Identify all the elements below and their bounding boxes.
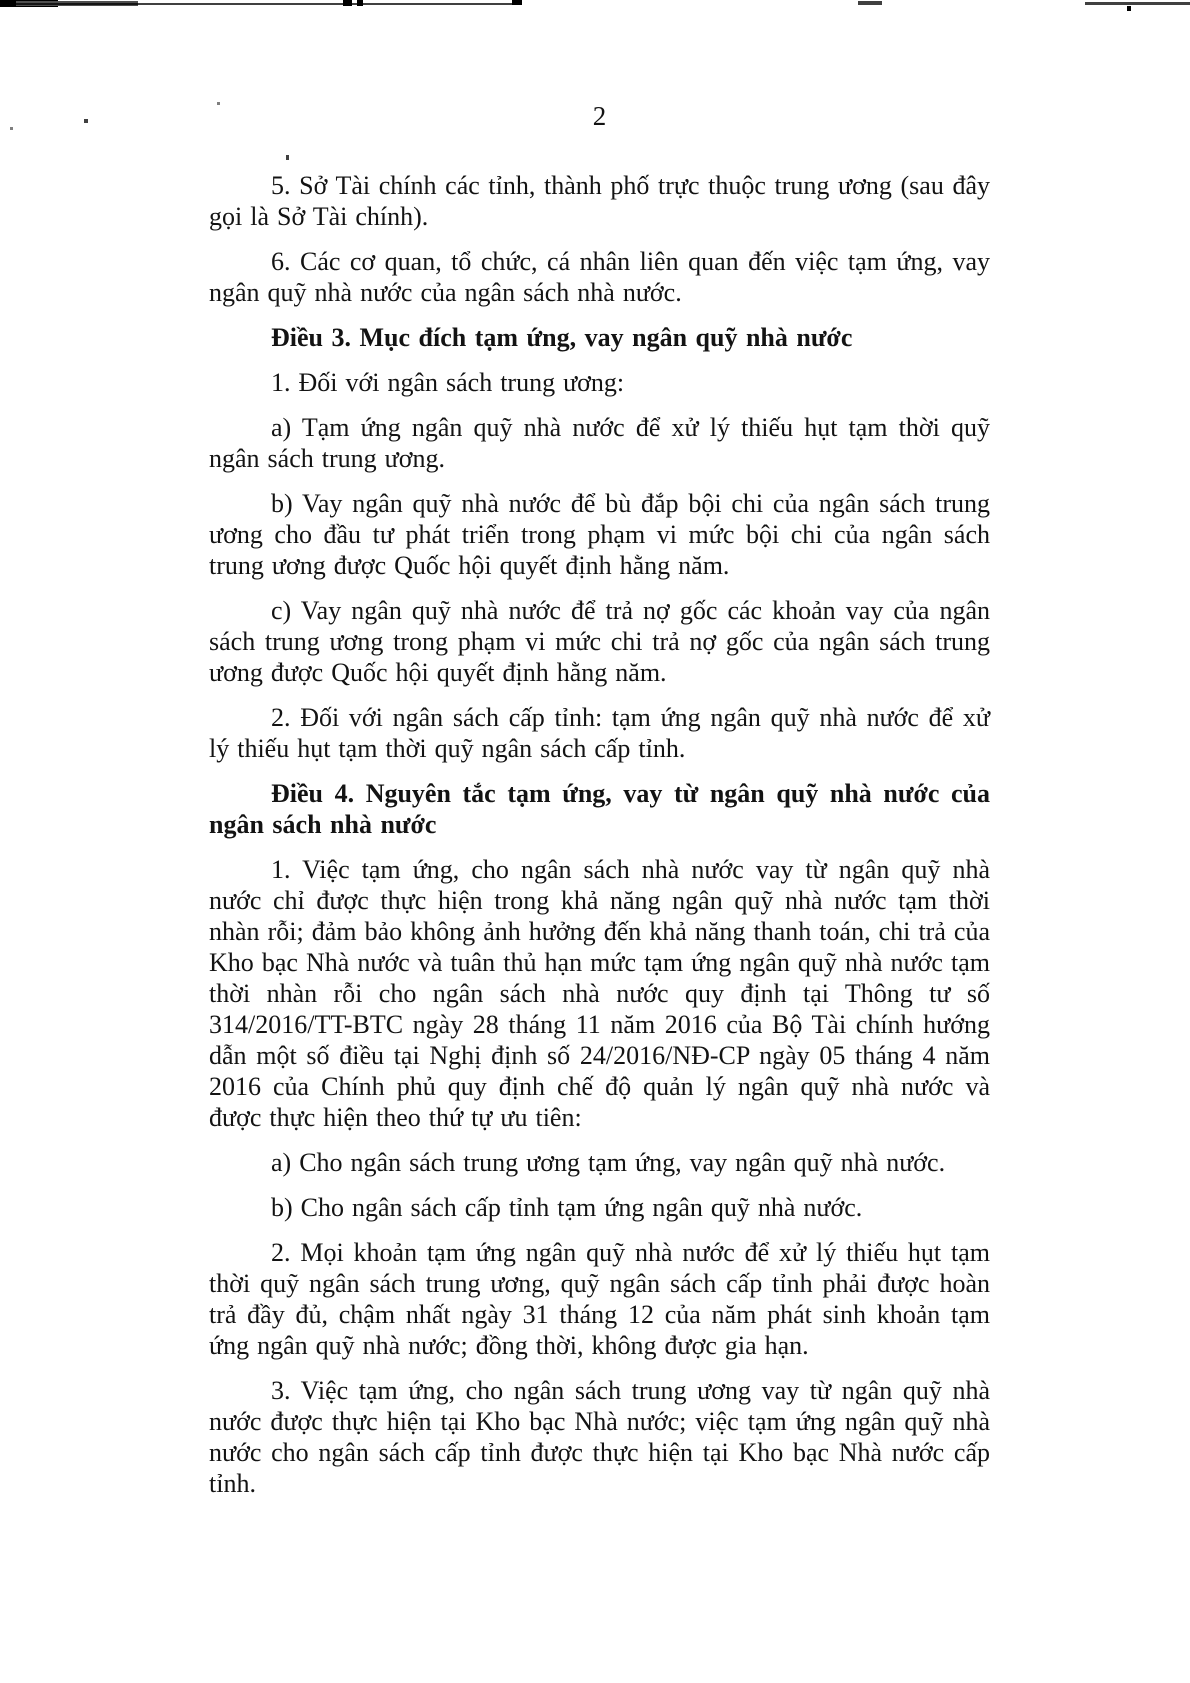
scan-artifact-top-line <box>300 3 515 5</box>
scan-speck <box>286 155 289 160</box>
paragraph: a) Tạm ứng ngân quỹ nhà nước để xử lý thiếu hụt tạm thời quỹ ngân sách trung ương. <box>209 413 990 473</box>
paragraph: Điều 4. Nguyên tắc tạm ứng, vay từ ngân quỹ nhà nước của ngân sách nhà nước <box>209 779 990 839</box>
scan-artifact-right-line <box>1085 2 1190 5</box>
paragraph: 1. Việc tạm ứng, cho ngân sách nhà nước vay từ ngân quỹ nhà nước chỉ được thực hiện trong khả năng ngân quỹ nhà nước tạm thời nhàn rỗi; đảm bảo không ảnh hưởng đến khả năng thanh toán, chi trả của Kho bạc Nhà nước và tuân thủ hạn mức tạm ứng ngân quỹ nhà nước tạm thời nhàn rỗi cho ngân sách nhà nước quy định tại Thông tư số 314/2016/TT-BTC ngày 28 tháng 11 năm 2016 của Bộ Tài chính hướng dẫn một số điều tại Nghị định số 24/2016/NĐ-CP ngày 05 tháng 4 năm 2016 của Chính phủ quy định chế độ quản lý ngân quỹ nhà nước và được thực hiện theo thứ tự ưu tiên: <box>209 855 990 1132</box>
paragraph: Điều 3. Mục đích tạm ứng, vay ngân quỹ nhà nước <box>271 323 853 352</box>
scan-speck <box>84 119 88 123</box>
paragraph: a) Cho ngân sách trung ương tạm ứng, vay ngân quỹ nhà nước. <box>271 1148 946 1177</box>
paragraph: 2. Đối với ngân sách cấp tỉnh: tạm ứng ngân quỹ nhà nước để xử lý thiếu hụt tạm thời quỹ ngân sách cấp tỉnh. <box>209 703 990 763</box>
paragraph: c) Vay ngân quỹ nhà nước để trả nợ gốc các khoản vay của ngân sách trung ương trong phạm vi mức chi trả nợ gốc của ngân sách trung ương được Quốc hội quyết định hằng năm. <box>209 596 990 687</box>
paragraph: 1. Đối với ngân sách trung ương: <box>271 368 625 397</box>
paragraph: b) Cho ngân sách cấp tỉnh tạm ứng ngân quỹ nhà nước. <box>271 1193 863 1222</box>
scan-artifact-tick <box>357 0 363 6</box>
paragraph: 3. Việc tạm ứng, cho ngân sách trung ương vay từ ngân quỹ nhà nước được thực hiện tại Kho bạc Nhà nước; việc tạm ứng ngân quỹ nhà nước cho ngân sách cấp tỉnh được thực hiện tại Kho bạc Nhà nước cấp tỉnh. <box>209 1376 990 1498</box>
scan-artifact-dash <box>512 0 522 5</box>
paragraph: 6. Các cơ quan, tổ chức, cá nhân liên quan đến việc tạm ứng, vay ngân quỹ nhà nước của ngân sách nhà nước. <box>209 247 990 307</box>
scan-artifact-dash <box>858 1 882 5</box>
paragraph: b) Vay ngân quỹ nhà nước để bù đắp bội chi của ngân sách trung ương cho đầu tư phát triển trong phạm vi mức bội chi của ngân sách trung ương được Quốc hội quyết định hằng năm. <box>209 489 990 580</box>
scan-artifact-tick <box>1127 6 1131 11</box>
scan-speck <box>10 127 13 130</box>
scan-artifact-tick <box>343 0 352 6</box>
scan-artifact-top-line <box>0 3 300 5</box>
page-number: 2 <box>592 101 607 131</box>
paragraph: 2. Mọi khoản tạm ứng ngân quỹ nhà nước để xử lý thiếu hụt tạm thời quỹ ngân sách trung ương, quỹ ngân sách cấp tỉnh phải được hoàn trả đầy đủ, chậm nhất ngày 31 tháng 12 của năm phát sinh khoản tạm ứng ngân quỹ nhà nước; đồng thời, không được gia hạn. <box>209 1238 990 1360</box>
paragraph: 5. Sở Tài chính các tỉnh, thành phố trực thuộc trung ương (sau đây gọi là Sở Tài chính). <box>209 171 990 231</box>
document-body <box>209 170 990 1513</box>
